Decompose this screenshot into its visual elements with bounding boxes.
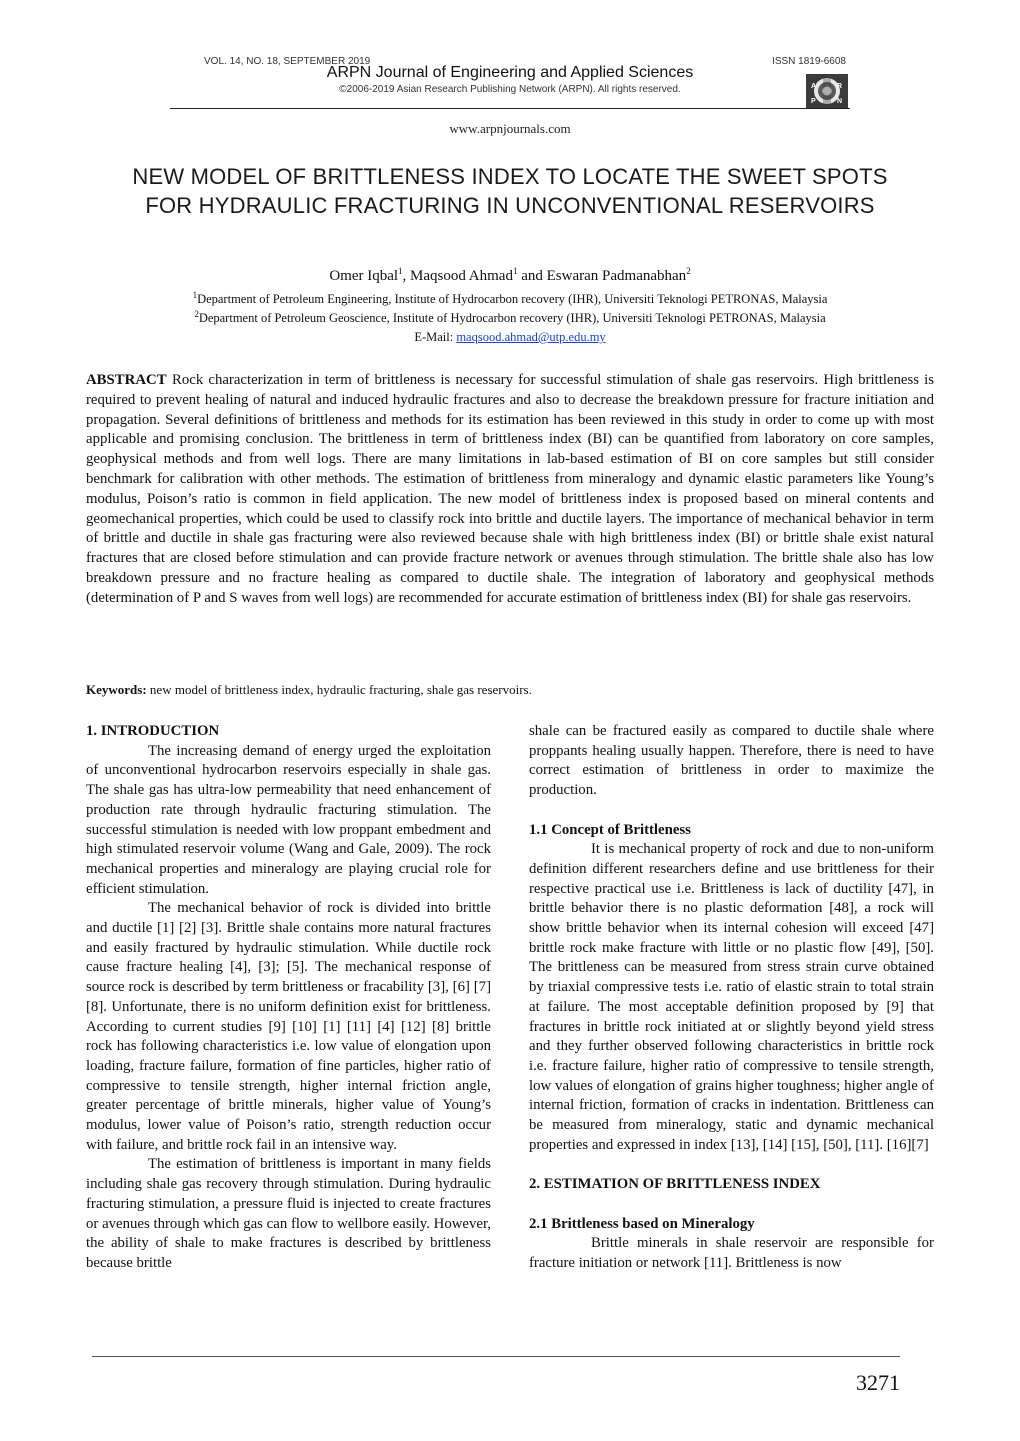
author-affiliation-mark: 1 <box>398 266 403 276</box>
svg-text:P: P <box>811 98 816 105</box>
paragraph: The estimation of brittleness is important in many fields including shale gas recovery through stimulation. During hydraulic fracturing stimulation, a pressure fluid is injected to create fractures or avenues through which gas can flow to wellbore easily. However, the ability of shale to make fractures is described by brittleness because brittle <box>86 1156 491 1271</box>
author-name: Omer Iqbal <box>329 268 399 284</box>
section-heading-concept: 1.1 Concept of Brittleness <box>529 821 691 838</box>
affiliation <box>0 289 1020 307</box>
copyright-notice: ©2006-2019 Asian Research Publishing Network (ARPN). All rights reserved. <box>339 84 681 95</box>
author-affiliation-mark: 2 <box>686 266 691 276</box>
volume-info: VOL. 14, NO. 18, SEPTEMBER 2019 <box>204 56 371 67</box>
paragraph: The mechanical behavior of rock is divided into brittle and ductile [1] [2] [3]. Brittle shale contains more natural fractures and easily fractured by hydraulic stimulation. While ductile rock cause fracture healing [4], [3]; [5]. The mechanical response of source rock is described by term brittleness or fracability [3], [6] [7] [8]. Unfortunate, there is no uniform definition exist for brittleness. According to current studies [9] [10] [1] [11] [4] [12] [8] brittle rock has following characteristics i.e. low value of elongation upon loading, fracture failure, formation of fine particles, higher ratio of compressive to tensile strength, higher internal friction angle, greater percentage of brittle minerals, higher value of Young’s modulus, lower value of Poison’s ratio, strength reduction occur with failure, and brittle rock fail in an intensive way. <box>86 900 491 1153</box>
left-column <box>86 722 491 1274</box>
keywords <box>86 682 934 698</box>
abstract-heading: ABSTRACT <box>86 372 167 388</box>
section-heading-introduction: 1. INTRODUCTION <box>86 723 220 739</box>
arpn-logo-icon <box>806 74 848 108</box>
section-heading-mineralogy: 2.1 Brittleness based on Mineralogy <box>529 1215 755 1232</box>
author-name: Eswaran Padmanabhan <box>546 268 687 284</box>
author-separator: , <box>402 268 411 284</box>
section-heading-estimation: 2. ESTIMATION OF BRITTLENESS INDEX <box>529 1176 821 1193</box>
svg-text:A: A <box>811 83 817 90</box>
paper-title: NEW MODEL OF BRITTLENESS INDEX TO LOCATE THE SWEET SPOTS FOR HYDRAULIC FRACTURING IN UNCONVENTIONAL RESERVOIRS <box>132 164 888 218</box>
email-label: E-Mail: <box>414 330 457 344</box>
contact-email <box>0 330 1020 345</box>
svg-text:R: R <box>837 83 843 90</box>
affiliation-mark: 2 <box>194 308 199 319</box>
affiliation-mark: 1 <box>192 289 198 300</box>
keywords-label: Keywords: <box>86 682 147 697</box>
journal-name: ARPN Journal of Engineering and Applied Sciences <box>326 64 694 81</box>
paragraph: It is mechanical property of rock and due to non-uniform definition different researchers define and use brittleness for their respective practical use i.e. Brittleness is lack of ductility [47], in brittle behavior there is no plastic deformation [48], a rock will show brittle behavior when its internal cohesion will exceed [47] brittle rock make fracture with little or no plastic flow [49], [50]. The brittleness can be measured from stress strain curve obtained by triaxial compressive tests i.e. ratio of elastic strain to total strain at failure. The most acceptable definition proposed by [9] that fractures in brittle rock initiated at or slightly beyond yield stress and they further observed following characteristics in brittle rock i.e. fracture failure, higher ratio of compressive to tensile strength, low values of elongation of grains higher toughness; higher angle of internal friction, formation of cracks in indentation. Brittleness can be measured from mineralogy, static and dynamic mechanical properties and expressed in index [13], [14] [15], [50], [11]. [16][7] <box>529 841 934 1153</box>
affiliation-text: Department of Petroleum Geoscience, Institute of Hydrocarbon recovery (IHR), Universiti Teknologi PETRONAS, Malaysia <box>198 311 826 325</box>
abstract <box>86 371 934 609</box>
svg-text:N: N <box>837 98 843 105</box>
author-affiliation-mark: 1 <box>512 266 518 276</box>
footer-divider <box>92 1356 900 1357</box>
affiliation-text: Department of Petroleum Engineering, Institute of Hydrocarbon recovery (IHR), Universiti Teknologi PETRONAS, Malaysia <box>197 292 828 306</box>
abstract-body: Rock characterization in term of brittleness is necessary for successful stimulation of shale gas reservoirs. High brittleness is required to prevent healing of natural and induced hydraulic fractures and also to decrease the breakdown pressure for fracture initiation and propagation. Several definitions of brittleness and methods for its estimation has been reviewed in this study in order to come up with most applicable and promising conclusion. The brittleness in term of brittleness index (BI) can be quantified from laboratory on core samples, geophysical methods and from well logs. There are many limitations in lab-based estimation of BI on core samples but still consider benchmark for calibration with other methods. The estimation of brittleness from mineralogy and dynamic elastic parameters like Young’s modulus, Poison’s ratio is common in field application. The new model of brittleness index is proposed based on mineral contents and geomechanical properties, which could be used to classify rock into brittle and ductile layers. The importance of mechanical behavior in term of brittle and ductile in shale gas fracturing were also reviewed because shale with high brittleness index (BI) or brittle shale exist natural fractures that are closed before stimulation and can provide fracture network or avenues through stimulation. The brittle shale also has low breakdown pressure and no fracture healing as compared to ductile shale. The integration of laboratory and geophysical methods (determination of P and S waves from well logs) are recommended for accurate estimation of brittleness index (BI) for shale gas reservoirs. <box>86 372 934 606</box>
author-list <box>0 268 1020 285</box>
right-column <box>529 722 934 1274</box>
affiliation <box>0 308 1020 326</box>
author-separator: and <box>517 268 547 284</box>
paragraph: shale can be fractured easily as compared to ductile shale where proppants healing usually happen. Therefore, there is need to have correct estimation of brittleness in order to maximize the production. <box>529 723 934 799</box>
journal-website: www.arpnjournals.com <box>449 121 571 136</box>
keywords-text: new model of brittleness index, hydraulic fracturing, shale gas reservoirs. <box>146 682 532 697</box>
page-number: 3271 <box>856 1370 900 1395</box>
paragraph: The increasing demand of energy urged the exploitation of unconventional hydrocarbon reservoirs especially in shale gas. The shale gas has ultra-low permeability that need enhancement of production rate through hydraulic fracturing stimulation. The successful stimulation is needed with low proppant embedment and high stimulated reservoir volume (Wang and Gale, 2009). The rock mechanical properties and mineralogy are playing crucial role for efficient stimulation. <box>86 742 491 897</box>
header-divider <box>170 108 850 109</box>
issn: ISSN 1819-6608 <box>772 56 846 67</box>
paragraph: Brittle minerals in shale reservoir are responsible for fracture initiation or network [11]. Brittleness is now <box>529 1235 934 1271</box>
email-link[interactable]: maqsood.ahmad@utp.edu.my <box>456 330 606 344</box>
author-name: Maqsood Ahmad <box>410 268 513 284</box>
